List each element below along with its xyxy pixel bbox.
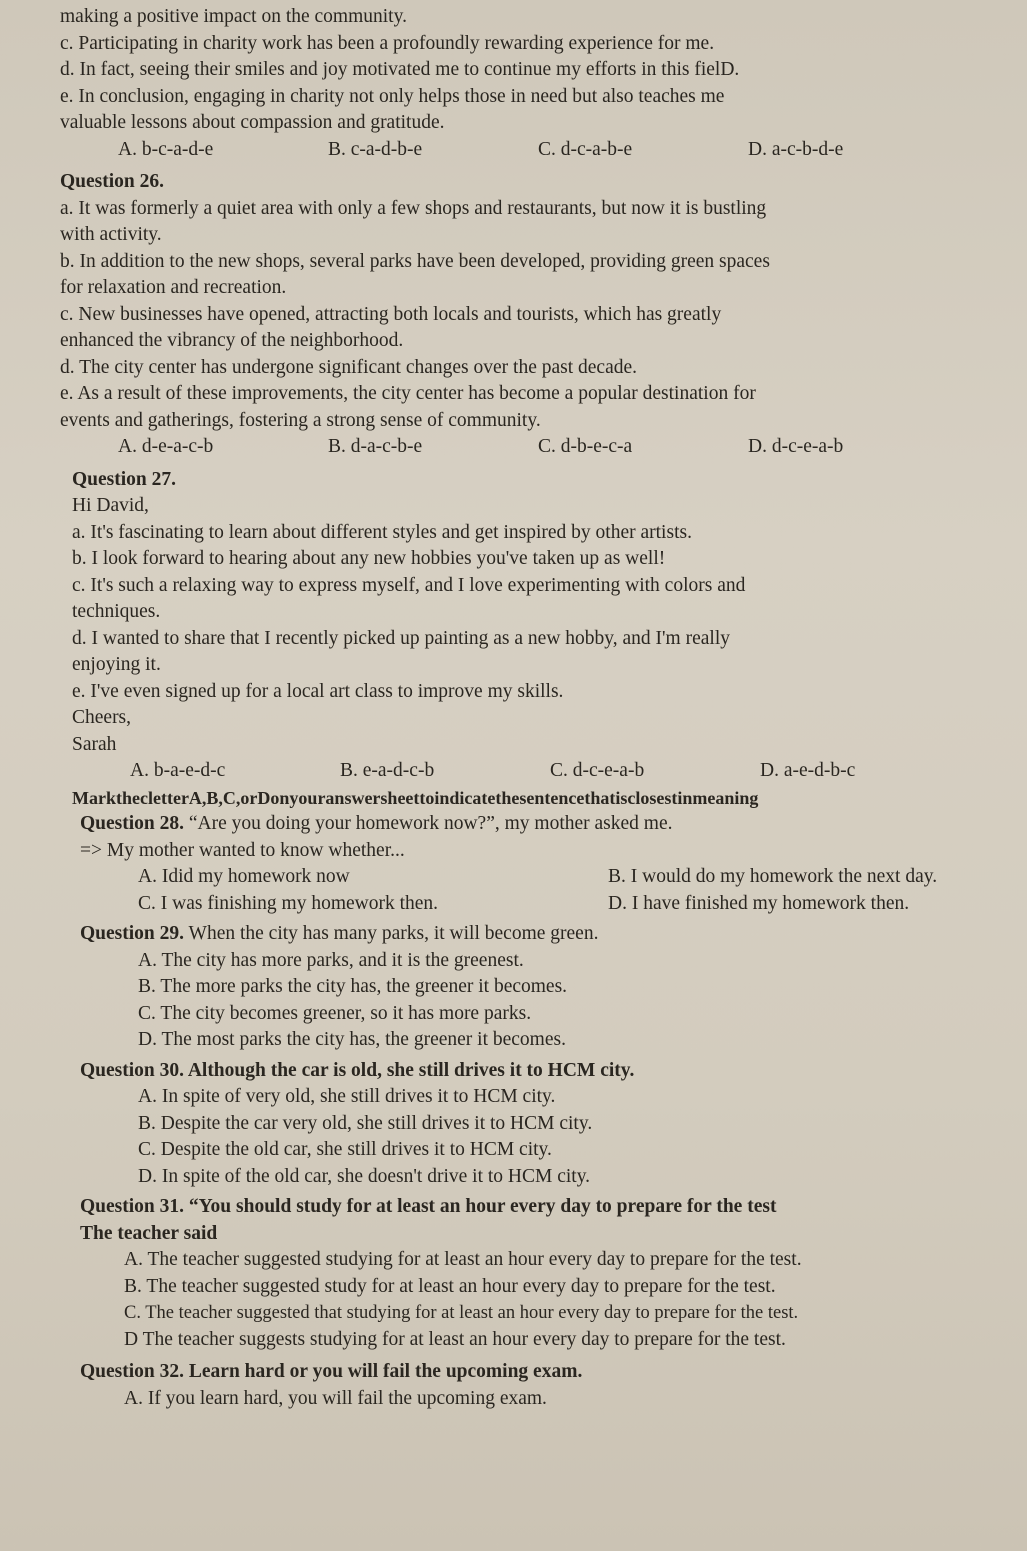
q28-block bbox=[60, 811, 997, 917]
q26-block bbox=[60, 169, 997, 461]
q25-line: e. In conclusion, engaging in charity not only helps those in need but also teaches me bbox=[60, 85, 725, 107]
q26-option-c[interactable]: C. d-b-e-c-a bbox=[538, 436, 633, 457]
q26-title: Question 26. bbox=[60, 171, 165, 192]
q28-options bbox=[80, 864, 997, 917]
q25-option-a[interactable]: A. b-c-a-d-e bbox=[118, 138, 214, 160]
q28-option-b[interactable]: B. I would do my homework the next day. bbox=[608, 866, 938, 887]
q29-option-c[interactable]: C. The city becomes greener, so it has more parks. bbox=[138, 1002, 532, 1024]
q27-option-a[interactable]: A. b-a-e-d-c bbox=[130, 760, 226, 781]
q27-line: techniques. bbox=[72, 601, 161, 622]
q31-option-c[interactable]: C. The teacher suggested that studying for at least an hour every day to prepare for the test. bbox=[124, 1303, 799, 1323]
q28-prompt: “Are you doing your homework now?”, my mother asked me. bbox=[184, 813, 673, 834]
q29-option-a[interactable]: A. The city has more parks, and it is the greenest. bbox=[138, 949, 524, 971]
q27-line: d. I wanted to share that I recently picked up painting as a new hobby, and I'm really bbox=[72, 627, 730, 649]
q30-title: Question 30. bbox=[80, 1059, 185, 1081]
q26-line: for relaxation and recreation. bbox=[60, 277, 287, 298]
q25-line: c. Participating in charity work has been a profoundly rewarding experience for me. bbox=[60, 32, 715, 54]
q32-block bbox=[60, 1359, 997, 1412]
q25-options bbox=[60, 137, 997, 164]
q27-line: Cheers, bbox=[72, 707, 132, 728]
q31-block bbox=[60, 1194, 997, 1353]
q26-option-b[interactable]: B. d-a-c-b-e bbox=[328, 436, 423, 457]
q30-option-a[interactable]: A. In spite of very old, she still drives it to HCM city. bbox=[138, 1086, 556, 1107]
q25-option-b[interactable]: B. c-a-d-b-e bbox=[328, 138, 423, 160]
q26-option-d[interactable]: D. d-c-e-a-b bbox=[748, 436, 844, 457]
q27-line: c. It's such a relaxing way to express myself, and I love experimenting with colors and bbox=[72, 574, 746, 596]
q30-block bbox=[60, 1058, 997, 1191]
q26-line: with activity. bbox=[60, 224, 162, 245]
q25-line: d. In fact, seeing their smiles and joy motivated me to continue my efforts in this fielD. bbox=[60, 59, 740, 80]
q29-block bbox=[60, 921, 997, 1054]
q29-title: Question 29. bbox=[80, 923, 185, 944]
q27-line: Sarah bbox=[72, 733, 117, 755]
q25-option-d[interactable]: D. a-c-b-d-e bbox=[748, 138, 844, 160]
q30-option-b[interactable]: B. Despite the car very old, she still drives it to HCM city. bbox=[138, 1112, 593, 1134]
q28-option-c[interactable]: C. I was finishing my homework then. bbox=[138, 892, 439, 914]
q29-option-d[interactable]: D. The most parks the city has, the greener it becomes. bbox=[138, 1029, 566, 1050]
q26-line: c. New businesses have opened, attracting both locals and tourists, which has greatly bbox=[60, 303, 722, 325]
q28-option-d[interactable]: D. I have finished my homework then. bbox=[608, 892, 910, 914]
q30-prompt: Although the car is old, she still drives it to HCM city. bbox=[184, 1059, 635, 1081]
q26-line: e. As a result of these improvements, the city center has become a popular destination for bbox=[60, 383, 756, 404]
q26-line: enhanced the vibrancy of the neighborhood. bbox=[60, 330, 404, 351]
q26-line: d. The city center has undergone significant changes over the past decade. bbox=[60, 356, 638, 378]
q27-option-b[interactable]: B. e-a-d-c-b bbox=[340, 760, 435, 781]
q27-option-c[interactable]: C. d-c-e-a-b bbox=[550, 760, 645, 781]
q28-lead: => My mother wanted to know whether... bbox=[80, 839, 405, 861]
q27-line: Hi David, bbox=[72, 495, 149, 516]
q31-option-a[interactable]: A. The teacher suggested studying for at least an hour every day to prepare for the test. bbox=[124, 1249, 802, 1270]
q31-option-d[interactable]: D The teacher suggests studying for at least an hour every day to prepare for the test. bbox=[124, 1328, 786, 1350]
q25-option-c[interactable]: C. d-c-a-b-e bbox=[538, 138, 633, 160]
q26-line: b. In addition to the new shops, several parks have been developed, providing green spaces bbox=[60, 250, 770, 272]
q30-option-c[interactable]: C. Despite the old car, she still drives it to HCM city. bbox=[138, 1139, 552, 1160]
q31-title: Question 31. bbox=[80, 1196, 185, 1217]
q27-option-d[interactable]: D. a-e-d-b-c bbox=[760, 760, 856, 781]
q26-option-a[interactable]: A. d-e-a-c-b bbox=[118, 436, 214, 457]
q27-line: a. It's fascinating to learn about different styles and get inspired by other artists. bbox=[72, 521, 692, 543]
section-instruction: MarkthecletterA,B,C,orDonyouranswersheettoindicatethesentencethatisclosestinmeaning bbox=[72, 787, 759, 808]
q26-line: events and gatherings, fostering a strong sense of community. bbox=[60, 409, 541, 431]
q28-option-a[interactable]: A. Idid my homework now bbox=[138, 866, 350, 887]
q32-title: Question 32. bbox=[80, 1361, 185, 1382]
q27-options bbox=[72, 758, 997, 785]
q27-line: enjoying it. bbox=[72, 654, 161, 675]
q26-line: a. It was formerly a quiet area with only a few shops and restaurants, but now it is bustling bbox=[60, 197, 767, 219]
q31-option-b[interactable]: B. The teacher suggested study for at least an hour every day to prepare for the test. bbox=[124, 1275, 776, 1297]
q31-lead: The teacher said bbox=[80, 1222, 218, 1244]
q29-option-b[interactable]: B. The more parks the city has, the greener it becomes. bbox=[138, 976, 568, 997]
q25-line: making a positive impact on the community. bbox=[60, 6, 407, 27]
q32-prompt: Learn hard or you will fail the upcoming exam. bbox=[184, 1361, 583, 1382]
q26-options bbox=[60, 434, 997, 461]
q31-prompt: “You should study for at least an hour every day to prepare for the test bbox=[184, 1196, 777, 1217]
q25-block bbox=[60, 4, 997, 163]
q27-title: Question 27. bbox=[72, 468, 177, 490]
q29-prompt: When the city has many parks, it will become green. bbox=[184, 923, 599, 944]
q30-option-d[interactable]: D. In spite of the old car, she doesn't drive it to HCM city. bbox=[138, 1165, 591, 1187]
q27-line: e. I've even signed up for a local art class to improve my skills. bbox=[72, 680, 564, 702]
q25-line: valuable lessons about compassion and gratitude. bbox=[60, 112, 445, 133]
q27-line: b. I look forward to hearing about any new hobbies you've taken up as well! bbox=[72, 548, 666, 569]
q28-title: Question 28. bbox=[80, 813, 185, 834]
q27-block bbox=[60, 467, 997, 812]
q32-option-a[interactable]: A. If you learn hard, you will fail the upcoming exam. bbox=[124, 1387, 547, 1409]
